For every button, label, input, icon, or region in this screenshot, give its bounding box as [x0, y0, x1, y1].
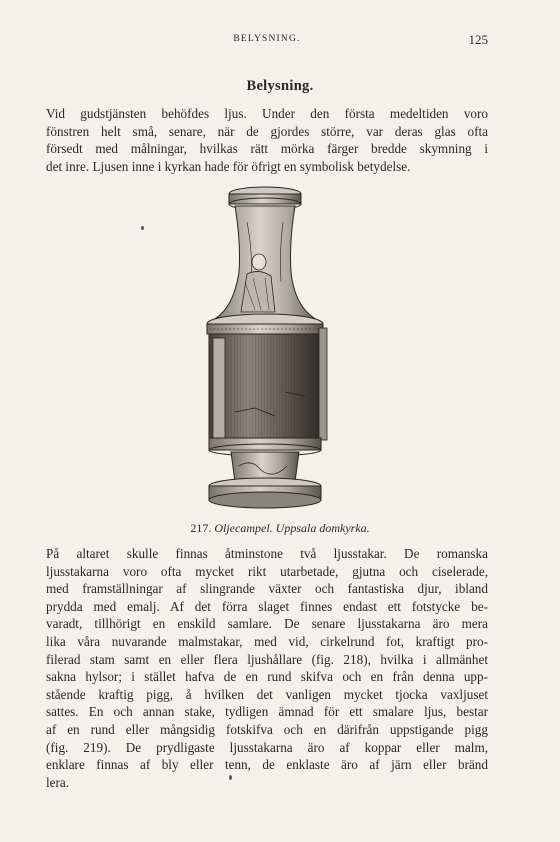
figure-caption	[0, 521, 560, 536]
figure-label: Oljecampel.	[214, 521, 273, 535]
ink-speck	[141, 226, 144, 230]
oil-lamp-illustration	[195, 182, 345, 517]
text-line: försedt med målningar, hvilkas rätt mörka färger bredde skymning i	[46, 141, 488, 157]
figure-number: 217.	[190, 521, 212, 535]
paragraph-candlesticks	[46, 545, 488, 791]
text-line: Vid gudstjänsten behöfdes ljus. Under den första medeltiden voro	[46, 106, 488, 121]
text-line: filerad stam samt en eller flera ljushållare (fig. 218), hvilka i allmänhet	[46, 651, 488, 667]
paragraph-intro	[46, 105, 488, 175]
text-line: fönstren helt små, senare, när de gjordes större, var deras glas ofta	[46, 123, 488, 139]
text-line: enklare finnas af bly eller tenn, de enklaste äro af järn eller bränd	[46, 757, 488, 773]
text-line: På altaret skulle finnas åtminstone två ljusstakar. De romanska	[46, 546, 488, 561]
text-line: varadt, tillhörigt en enskild samlare. De senare ljusstakarna äro mera	[46, 616, 488, 632]
text-line: sakna hylsor; i stället hafva de en rund skifva och en från denna upp-	[46, 669, 488, 685]
running-title: BELYSNING.	[233, 34, 301, 44]
text-line: med framställningar af slingrande växter och fantastiska djur, ibland	[46, 581, 488, 597]
text-line: ljusstakarna voro ofta mycket rikt utarbetade, gjutna och ciselerade,	[46, 563, 488, 579]
ink-speck	[229, 775, 232, 780]
figure-place: Uppsala domkyrka.	[275, 521, 370, 535]
text-line: prydda med emalj. Af det förra slaget finnes endast ett fotstycke be-	[46, 598, 488, 614]
text-line: stående kraftig pigg, å hvilken det vanligen mycket tjocka vaxljuset	[46, 686, 488, 702]
text-line: lika våra nuvarande malmstakar, med vid, cirkelrund fot, kraftigt pro-	[46, 633, 488, 649]
text-line: lera.	[46, 774, 70, 790]
text-line: det inre. Ljusen inne i kyrkan hade för öfrigt en symbolisk betydelse.	[46, 158, 411, 174]
text-line: af en rund eller mångsidig fotskifva och en därifrån uppstigande pigg	[46, 721, 488, 737]
section-heading: Belysning.	[246, 78, 314, 94]
running-head	[46, 34, 488, 50]
page-number: 125	[468, 32, 488, 47]
text-line: (fig. 219). De prydligaste ljusstakarna äro af koppar eller malm,	[46, 739, 488, 755]
text-line: sattes. En och annan stake, tydligen ämnad för ett smalare ljus, bestar	[46, 704, 488, 720]
